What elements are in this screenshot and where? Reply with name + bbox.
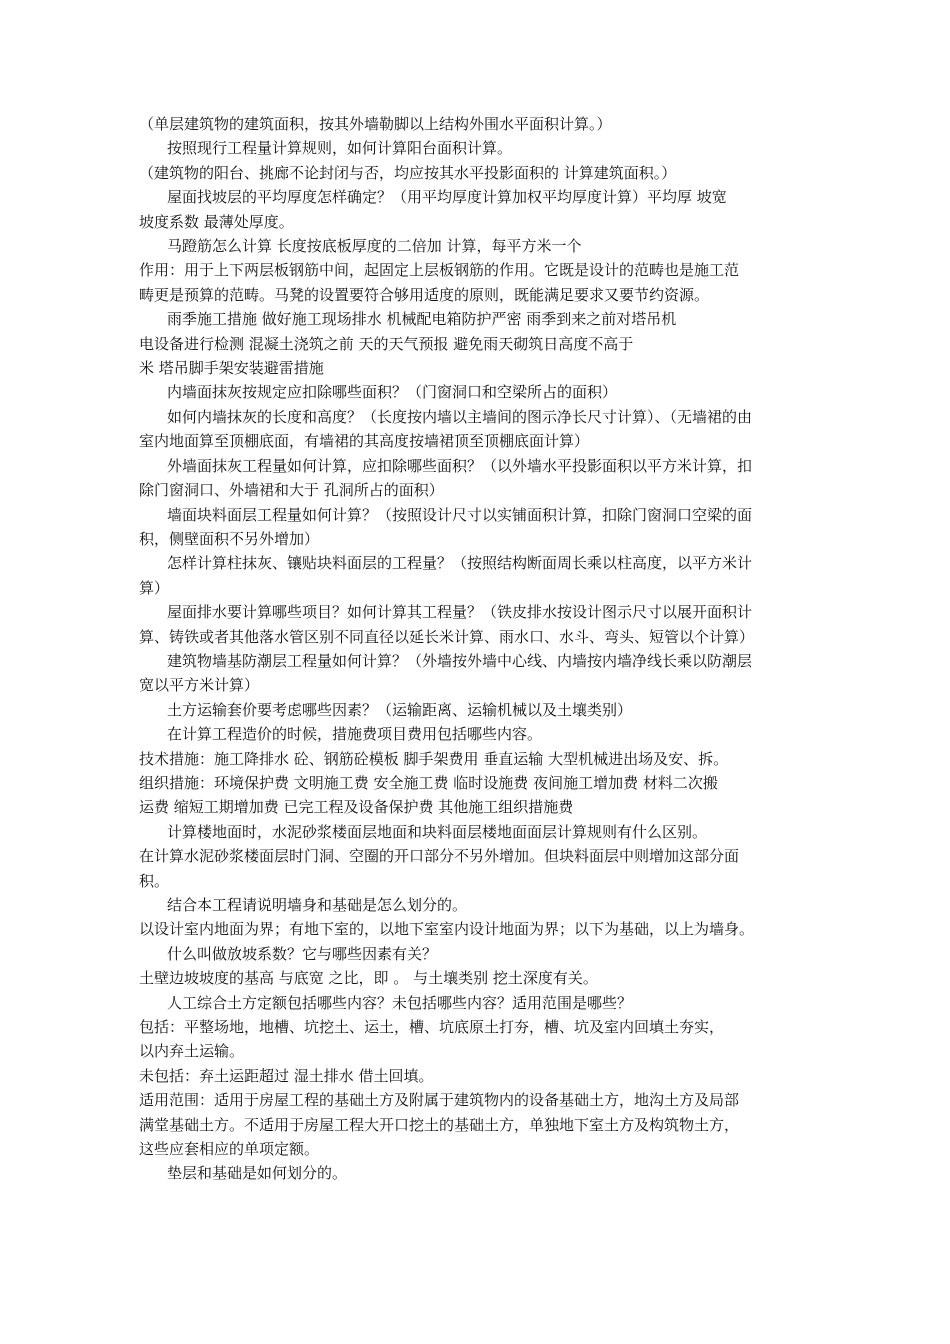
- text-line: 墙面块料面层工程量如何计算？（按照设计尺寸以实铺面积计算，扣除门窗洞口空梁的面: [167, 505, 753, 524]
- text-line: 作用：用于上下两层板钢筋中间，起固定上层板钢筋的作用。它既是设计的范畴也是施工范: [139, 261, 740, 280]
- text-line: 垫层和基础是如何划分的。: [167, 1164, 348, 1183]
- text-line: 土方运输套价要考虑哪些因素？（运输距离、运输机械以及土壤类别）: [167, 700, 633, 719]
- text-line: 结合本工程请说明墙身和基础是怎么划分的。: [167, 896, 468, 914]
- text-line: 这些应套相应的单项定额。: [139, 1140, 320, 1159]
- text-line: 内墙面抹灰按规定应扣除哪些面积？（门窗洞口和空梁所占的面积）: [167, 383, 618, 402]
- text-line: 包括：平整场地，地槽、坑挖土、运土，槽、坑底原土打夯，槽、坑及室内回填土夯实，: [139, 1018, 725, 1037]
- text-line: 建筑物墙基防潮层工程量如何计算？（外墙按外墙中心线、内墙按内墙净线长乘以防潮层: [167, 651, 753, 670]
- text-line: 算）: [139, 578, 170, 597]
- text-line: 除门窗洞口、外墙裙和大于 孔洞所占的面积）: [139, 481, 444, 500]
- text-line: 未包括：弃土运距超过 湿土排水 借土回填。: [139, 1066, 434, 1085]
- text-line: 运费 缩短工期增加费 已完工程及设备保护费 其他施工组织措施费: [139, 798, 574, 817]
- text-line: 外墙面抹灰工程量如何计算，应扣除哪些面积？（以外墙水平投影面积以平方米计算，扣: [167, 456, 753, 475]
- text-line: 适用范围：适用于房屋工程的基础土方及附属于建筑物内的设备基础土方，地沟土方及局部: [139, 1091, 740, 1110]
- text-line: 在计算水泥砂浆楼面层时门洞、空圈的开口部分不另外增加。但块料面层中则增加这部分面: [139, 847, 740, 866]
- text-line: 土壁边坡坡度的基高 与底宽 之比，即 。 与土壤类别 挖土深度有关。: [139, 969, 598, 988]
- text-line: 满堂基础土方。不适用于房屋工程大开口挖土的基础土方，单独地下室土方及构筑物土方，: [139, 1115, 740, 1134]
- text-line: 如何内墙抹灰的长度和高度？（长度按内墙以主墙间的图示净长尺寸计算）、（无墙裙的由: [167, 407, 753, 426]
- text-line: 屋面找坡层的平均厚度怎样确定？（用平均厚度计算加权平均厚度计算）平均厚 坡宽: [167, 188, 727, 207]
- text-line: 积，侧壁面积不另外增加）: [139, 529, 320, 548]
- text-line: 组织措施：环境保护费 文明施工费 安全施工费 临时设施费 夜间施工增加费 材料二次搬: [139, 773, 718, 792]
- text-line: 在计算工程造价的时候，措施费项目费用包括哪些内容。: [167, 725, 543, 744]
- text-line: 畴更是预算的范畴。马凳的设置要符合够用适度的原则，既能满足要求又要节约资源。: [139, 285, 710, 304]
- text-line: （单层建筑物的建筑面积，按其外墙勒脚以上结构外围水平面积计算。）: [139, 115, 612, 133]
- text-line: 什么叫做放坡系数？它与哪些因素有关？: [167, 944, 438, 963]
- text-line: 按照现行工程量计算规则，如何计算阳台面积计算。: [167, 139, 513, 158]
- text-line: 坡度系数 最薄处厚度。: [139, 212, 294, 231]
- text-line: 米 塔吊脚手架安装避雷措施: [139, 359, 324, 378]
- text-line: 人工综合土方定额包括哪些内容？未包括哪些内容？适用范围是哪些？: [167, 993, 633, 1012]
- text-line: 电设备进行检测 混凝土浇筑之前 天的天气预报 避免雨天砌筑日高度不高于: [139, 334, 634, 353]
- text-line: 以设计室内地面为界；有地下室的，以地下室室内设计地面为界；以下为基础，以上为墙身。: [139, 920, 755, 939]
- text-line: 以内弃土运输。: [139, 1042, 245, 1061]
- text-line: 计算楼地面时，水泥砂浆楼面层地面和块料面层楼地面面层计算规则有什么区别。: [167, 822, 708, 841]
- text-line: 室内地面算至顶棚底面，有墙裙的其高度按墙裙顶至顶棚底面计算）: [139, 432, 590, 451]
- text-line: 宽以平方米计算）: [139, 676, 260, 695]
- text-line: （建筑物的阳台、挑廊不论封闭与否，均应按其水平投影面积的 计算建筑面积。）: [139, 163, 677, 182]
- text-line: 马蹬筋怎么计算 长度按底板厚度的二倍加 计算，每平方米一个: [167, 237, 582, 256]
- text-line: 积。: [139, 871, 170, 890]
- text-line: 雨季施工措施 做好施工现场排水 机械配电箱防护严密 雨季到来之前对塔吊机: [167, 310, 677, 329]
- text-line: 屋面排水要计算哪些项目？如何计算其工程量？（铁皮排水按设计图示尺寸以展开面积计: [167, 603, 753, 622]
- text-line: 怎样计算柱抹灰、镶贴块料面层的工程量？（按照结构断面周长乘以柱高度，以平方米计: [167, 554, 753, 573]
- text-line: 技术措施：施工降排水 砼、钢筋砼模板 脚手架费用 垂直运输 大型机械进出场及安、拆。: [139, 749, 729, 768]
- text-line: 算、铸铁或者其他落水管区别不同直径以延长米计算、雨水口、水斗、弯头、短管以个计算）: [139, 627, 755, 646]
